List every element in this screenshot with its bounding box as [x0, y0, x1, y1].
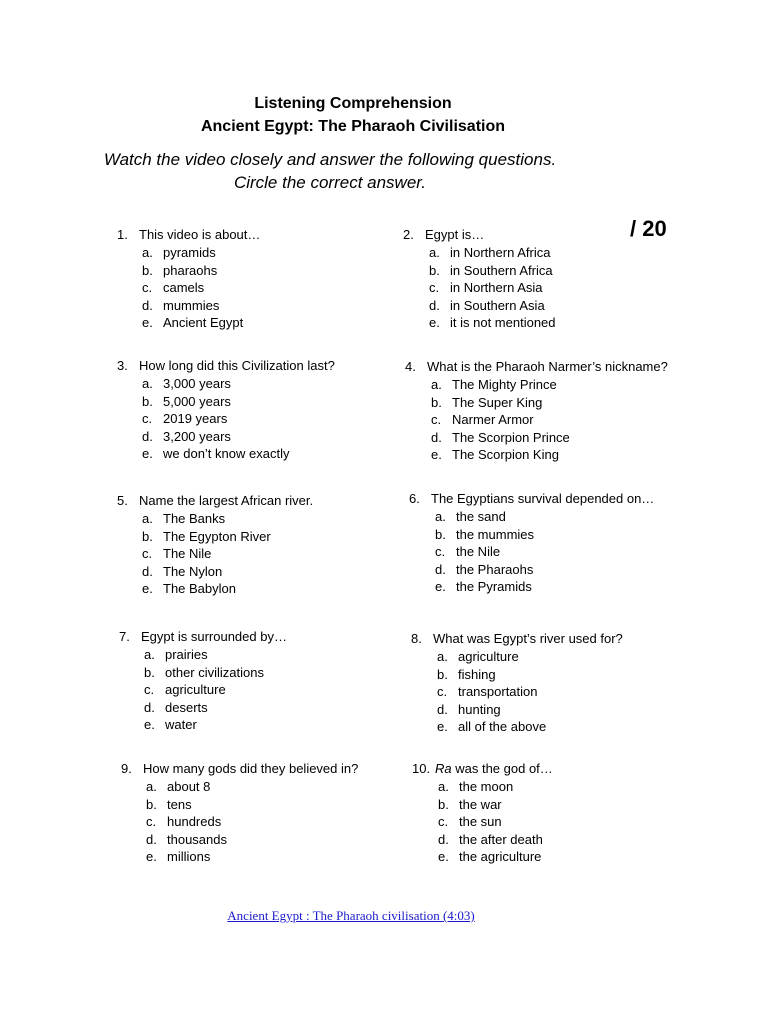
answer-option[interactable]	[121, 848, 358, 866]
option-text: The Egypton River	[163, 528, 271, 544]
question-number: 1.	[117, 227, 128, 242]
answer-option[interactable]	[409, 543, 654, 561]
option-letter: c.	[437, 684, 448, 700]
question-prompt: This video is about…	[139, 227, 261, 242]
answer-option[interactable]	[117, 279, 260, 297]
answer-option[interactable]	[117, 545, 313, 563]
answer-option[interactable]	[117, 262, 260, 280]
answer-option[interactable]	[117, 528, 313, 546]
option-text: pyramids	[163, 245, 216, 260]
question-prompt: The Egyptians survival depended on…	[431, 491, 655, 506]
option-letter: a.	[437, 649, 448, 664]
option-letter: c.	[142, 411, 153, 427]
option-letter: a.	[146, 779, 157, 794]
question-number: 7.	[119, 629, 130, 644]
option-text: the agriculture	[459, 849, 542, 865]
option-letter: a.	[142, 376, 153, 391]
option-text: The Mighty Prince	[452, 377, 557, 392]
question-4	[405, 358, 668, 464]
question-1	[117, 226, 260, 332]
option-text: hundreds	[167, 814, 222, 830]
option-text: the Pyramids	[456, 579, 532, 595]
option-letter: a.	[144, 647, 155, 662]
option-letter: c.	[144, 682, 155, 698]
answer-option[interactable]	[403, 297, 556, 315]
option-text: hunting	[458, 701, 501, 717]
option-letter: a.	[438, 779, 449, 794]
answer-option[interactable]	[117, 393, 335, 411]
answer-option[interactable]	[117, 445, 335, 463]
option-letter: b.	[144, 664, 155, 680]
option-text: in Southern Asia	[450, 297, 545, 313]
option-text: The Scorpion King	[452, 447, 559, 463]
option-text: The Nile	[163, 546, 212, 562]
option-text: millions	[167, 849, 211, 865]
option-text: 2019 years	[163, 411, 228, 427]
option-text: 3,000 years	[163, 376, 231, 391]
answer-option[interactable]	[411, 701, 623, 719]
worksheet-subtitle: Ancient Egypt: The Pharaoh Civilisation	[200, 118, 506, 135]
answer-option[interactable]	[119, 699, 287, 717]
question-prompt: was the god of…	[451, 761, 553, 776]
answer-option[interactable]	[409, 578, 654, 596]
option-text: about 8	[167, 779, 211, 794]
answer-option[interactable]	[405, 446, 668, 464]
answer-option[interactable]	[117, 580, 313, 598]
question-number: 2.	[403, 227, 414, 242]
option-text: in Northern Asia	[450, 280, 543, 296]
answer-option[interactable]	[409, 561, 654, 579]
question-stem	[409, 490, 654, 508]
answer-option[interactable]	[412, 796, 553, 814]
answer-options	[411, 648, 623, 736]
answer-option[interactable]	[403, 314, 556, 332]
option-text: thousands	[167, 831, 227, 847]
instruction-line-1: Watch the video closely and answer the following questions.	[103, 150, 557, 169]
answer-option[interactable]	[117, 563, 313, 581]
answer-option[interactable]	[411, 718, 623, 736]
option-letter: e.	[144, 717, 155, 733]
question-3	[117, 357, 335, 463]
answer-option[interactable]	[119, 716, 287, 734]
option-letter: d.	[437, 701, 448, 717]
answer-option[interactable]	[121, 831, 358, 849]
option-letter: b.	[438, 796, 449, 812]
option-letter: b.	[431, 394, 442, 410]
option-letter: c.	[435, 544, 446, 560]
video-link[interactable]: Ancient Egypt : The Pharaoh civilisation (4:03)	[227, 908, 475, 923]
question-prompt: Name the largest African river.	[139, 493, 314, 508]
option-text: the sun	[459, 814, 502, 830]
option-text: the Pharaohs	[456, 561, 534, 577]
option-letter: d.	[142, 428, 153, 444]
option-text: pharaohs	[163, 262, 218, 278]
question-stem	[121, 760, 358, 778]
option-text: the moon	[459, 779, 514, 794]
option-letter: c.	[142, 280, 153, 296]
option-text: it is not mentioned	[450, 315, 556, 331]
question-number: 3.	[117, 358, 128, 373]
option-letter: c.	[142, 546, 153, 562]
answer-option[interactable]	[412, 831, 553, 849]
answer-option[interactable]	[403, 244, 556, 262]
option-letter: c.	[438, 814, 449, 830]
option-text: The Babylon	[163, 581, 236, 597]
option-text: the mummies	[456, 526, 535, 542]
option-text: agriculture	[165, 682, 226, 698]
question-7	[119, 628, 287, 734]
option-text: mummies	[163, 297, 220, 313]
question-stem	[405, 358, 668, 376]
question-number: 10.	[412, 761, 431, 776]
option-text: camels	[163, 280, 205, 296]
answer-option[interactable]	[405, 411, 668, 429]
option-letter: b.	[437, 666, 448, 682]
option-text: agriculture	[458, 649, 519, 664]
answer-option[interactable]	[119, 646, 287, 664]
question-8	[411, 630, 623, 736]
answer-option[interactable]	[119, 681, 287, 699]
question-stem	[119, 628, 287, 646]
answer-option[interactable]	[117, 314, 260, 332]
option-letter: e.	[435, 579, 446, 595]
option-letter: a.	[142, 245, 153, 260]
answer-option[interactable]	[409, 508, 654, 526]
answer-option[interactable]	[117, 428, 335, 446]
option-text: in Northern Africa	[450, 245, 551, 260]
answer-option[interactable]	[117, 510, 313, 528]
option-letter: d.	[431, 429, 442, 445]
answer-option[interactable]	[412, 813, 553, 831]
answer-option[interactable]	[117, 410, 335, 428]
option-letter: c.	[146, 814, 157, 830]
answer-options	[117, 375, 335, 463]
question-prompt: What was Egypt’s river used for?	[433, 631, 623, 646]
option-text: The Scorpion Prince	[452, 429, 570, 445]
option-letter: e.	[437, 719, 448, 735]
question-stem	[411, 630, 623, 648]
score-total: / 20	[630, 216, 667, 241]
option-letter: d.	[435, 561, 446, 577]
option-letter: d.	[142, 563, 153, 579]
answer-option[interactable]	[121, 778, 358, 796]
option-letter: d.	[429, 297, 440, 313]
question-stem	[412, 760, 553, 778]
option-letter: a.	[429, 245, 440, 260]
option-letter: c.	[431, 412, 442, 428]
option-letter: e.	[146, 849, 157, 865]
option-text: Narmer Armor	[452, 412, 534, 428]
question-stem	[117, 226, 260, 244]
question-number: 6.	[409, 491, 420, 506]
answer-option[interactable]	[405, 376, 668, 394]
option-text: prairies	[165, 647, 208, 662]
answer-option[interactable]	[409, 526, 654, 544]
question-prompt: Egypt is surrounded by…	[141, 629, 287, 644]
option-letter: e.	[142, 315, 153, 331]
question-stem	[403, 226, 556, 244]
worksheet-title: Listening Comprehension	[254, 95, 452, 112]
option-letter: b.	[142, 528, 153, 544]
option-text: The Super King	[452, 394, 543, 410]
question-prompt: What is the Pharaoh Narmer’s nickname?	[427, 359, 668, 374]
question-stem	[117, 492, 313, 510]
question-number: 8.	[411, 631, 422, 646]
answer-options	[121, 778, 358, 866]
option-text: deserts	[165, 699, 208, 715]
answer-options	[409, 508, 654, 596]
option-letter: e.	[429, 315, 440, 331]
question-stem	[117, 357, 335, 375]
question-9	[121, 760, 358, 866]
question-2	[403, 226, 556, 332]
option-letter: b.	[146, 796, 157, 812]
answer-option[interactable]	[117, 297, 260, 315]
option-text: 3,200 years	[163, 428, 231, 444]
answer-options	[405, 376, 668, 464]
option-text: The Banks	[163, 511, 226, 526]
option-text: 5,000 years	[163, 393, 231, 409]
answer-option[interactable]	[412, 848, 553, 866]
answer-option[interactable]	[403, 262, 556, 280]
question-10	[412, 760, 553, 866]
answer-options	[117, 510, 313, 598]
option-letter: b.	[142, 262, 153, 278]
answer-option[interactable]	[121, 813, 358, 831]
option-letter: d.	[438, 831, 449, 847]
instruction-line-2: Circle the correct answer.	[233, 173, 427, 192]
answer-options	[403, 244, 556, 332]
option-text: The Nylon	[163, 563, 223, 579]
answer-options	[119, 646, 287, 734]
option-text: fishing	[458, 666, 496, 682]
option-letter: c.	[429, 280, 440, 296]
answer-option[interactable]	[411, 648, 623, 666]
question-prompt: Egypt is…	[425, 227, 485, 242]
option-letter: a.	[435, 509, 446, 524]
option-text: the sand	[456, 509, 506, 524]
option-letter: b.	[429, 262, 440, 278]
question-number: 5.	[117, 493, 128, 508]
option-letter: e.	[438, 849, 449, 865]
answer-option[interactable]	[121, 796, 358, 814]
answer-option[interactable]	[405, 429, 668, 447]
option-letter: a.	[431, 377, 442, 392]
question-6	[409, 490, 654, 596]
answer-options	[117, 244, 260, 332]
question-5	[117, 492, 313, 598]
answer-option[interactable]	[411, 683, 623, 701]
answer-option[interactable]	[117, 375, 335, 393]
answer-options	[412, 778, 553, 866]
question-number: 4.	[405, 359, 416, 374]
option-text: Ancient Egypt	[163, 315, 244, 331]
option-letter: b.	[142, 393, 153, 409]
option-letter: e.	[431, 447, 442, 463]
option-letter: d.	[146, 831, 157, 847]
answer-option[interactable]	[117, 244, 260, 262]
answer-option[interactable]	[411, 666, 623, 684]
option-text: we don’t know exactly	[163, 446, 290, 462]
option-letter: e.	[142, 581, 153, 597]
option-text: transportation	[458, 684, 538, 700]
option-text: tens	[167, 796, 192, 812]
option-text: water	[165, 717, 197, 733]
option-letter: e.	[142, 446, 153, 462]
answer-option[interactable]	[412, 778, 553, 796]
question-number: 9.	[121, 761, 132, 776]
option-text: other civilizations	[165, 664, 264, 680]
option-text: the war	[459, 796, 502, 812]
answer-option[interactable]	[119, 664, 287, 682]
option-letter: a.	[142, 511, 153, 526]
answer-option[interactable]	[405, 394, 668, 412]
answer-option[interactable]	[403, 279, 556, 297]
option-text: the after death	[459, 831, 543, 847]
option-letter: b.	[435, 526, 446, 542]
option-text: the Nile	[456, 544, 501, 560]
question-prompt-emphasis: Ra	[435, 761, 452, 776]
option-text: all of the above	[458, 719, 547, 735]
question-prompt: How long did this Civilization last?	[139, 358, 335, 373]
option-letter: d.	[144, 699, 155, 715]
question-prompt: How many gods did they believed in?	[143, 761, 359, 776]
option-text: in Southern Africa	[450, 262, 553, 278]
option-letter: d.	[142, 297, 153, 313]
